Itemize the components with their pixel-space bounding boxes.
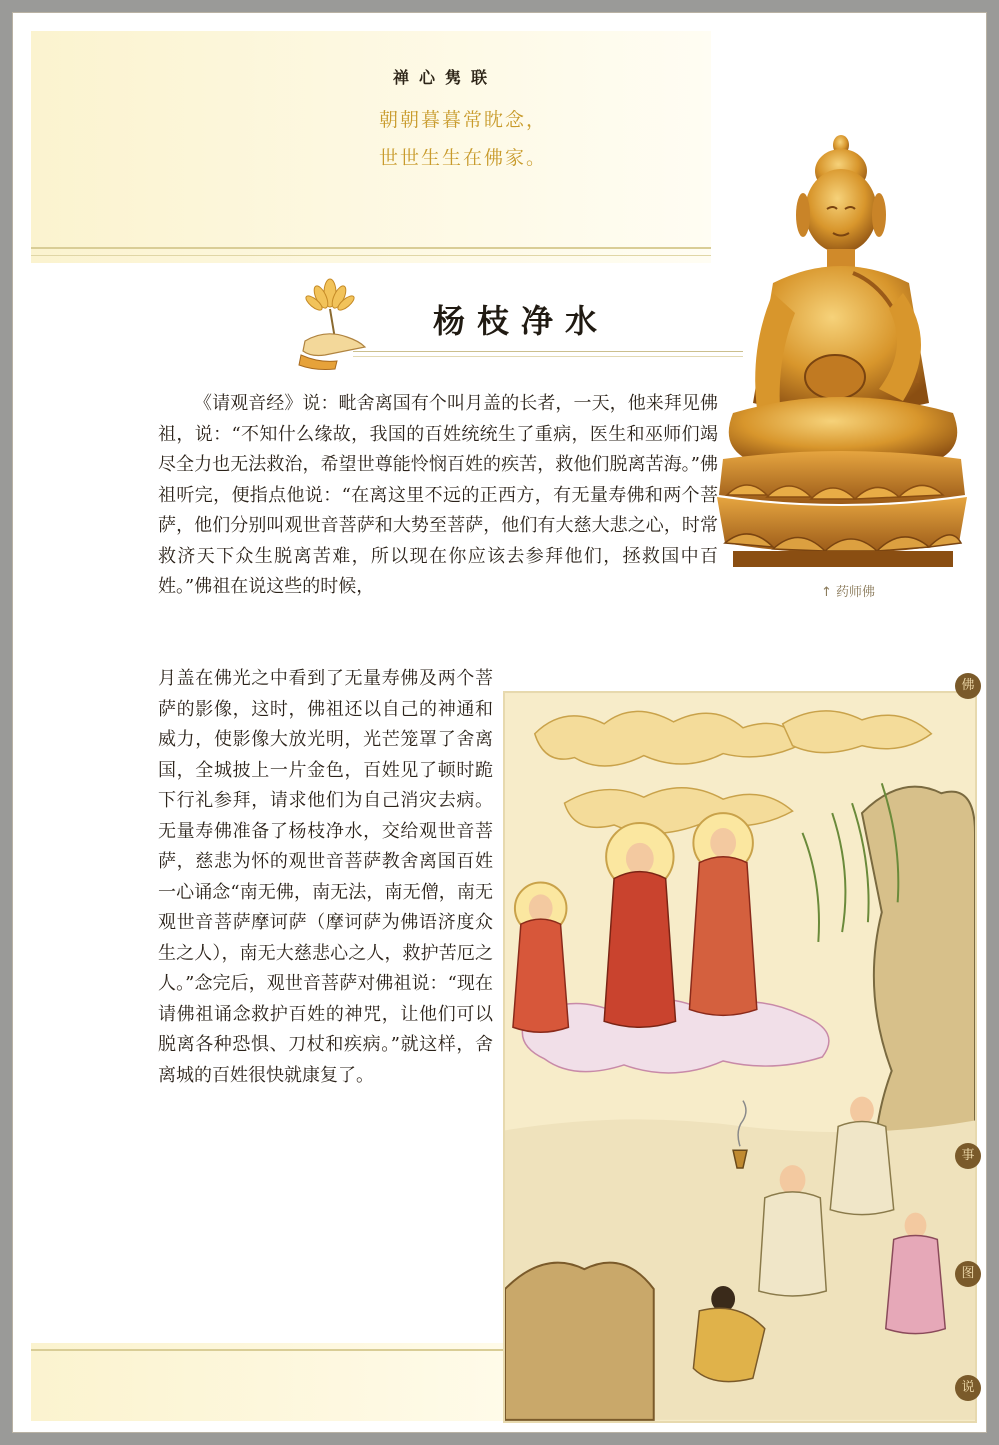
paragraph-bottom: 月盖在佛光之中看到了无量寿佛及两个菩萨的影像，这时，佛祖还以自己的神通和威力，使影像大放光明，光芒笼罩了舍离国，全城披上一片金色，百姓见了顿时跪下行礼参拜，请求他们为自己消灾去病。无量寿佛准备了杨枝净水，交给观世音菩萨，慈悲为怀的观世音菩萨教舍离国百姓一心诵念“南无佛，南无法，南无僧，南无观世音菩萨摩诃萨（摩诃萨为佛语济度众生之人），南无大慈悲心之人，救护苦厄之人。”念完后，观世音菩萨对佛祖说：“现在请佛祖诵念救护百姓的神咒，让他们可以脱离各种恐惧、刀杖和疾病。”就这样，舍离城的百姓很快就康复了。 [158, 668, 493, 1086]
article-title: 杨枝净水 [433, 302, 610, 340]
header-divider [31, 247, 711, 249]
footer-band [31, 1343, 503, 1421]
paragraph-top: 《请观音经》说：毗舍离国有个叫月盖的长者，一天，他来拜见佛祖，说：“不知什么缘故，我国的百姓统统生了重病，医生和巫师们竭尽全力也无法救治，希望世尊能怜悯百姓的疾苦，救他们脱离苦海。”佛祖听完，便指点他说：“在离这里不远的正西方，有无量寿佛和两个菩萨，他们分别叫观世音菩萨和大势至菩萨，他们有大慈大悲之心，时常救济天下众生脱离苦难，所以现在你应该去参拜他们，拯救国中百姓。”佛祖在说这些的时候， [158, 393, 718, 597]
title-underline-thin [353, 356, 743, 357]
statue-caption: ↑ 药师佛 [821, 585, 876, 600]
buddha-and-bodhisattvas-painting [503, 691, 977, 1423]
side-label-3: 图 [955, 1261, 981, 1287]
running-head: 禅心隽联 [393, 68, 498, 87]
side-label-1: 佛 [955, 673, 981, 699]
page [12, 12, 987, 1433]
footer-divider [31, 1349, 503, 1351]
header-band [31, 31, 711, 263]
title-underline [353, 351, 743, 352]
header-divider-thin [31, 255, 711, 256]
side-label-4: 说 [955, 1375, 981, 1401]
couplet-line-2: 世世生生在佛家。 [379, 147, 548, 169]
golden-buddha-statue-icon [703, 123, 983, 593]
couplet-line-1: 朝朝暮暮常眈念， [379, 109, 548, 131]
side-label-2: 事 [955, 1143, 981, 1169]
